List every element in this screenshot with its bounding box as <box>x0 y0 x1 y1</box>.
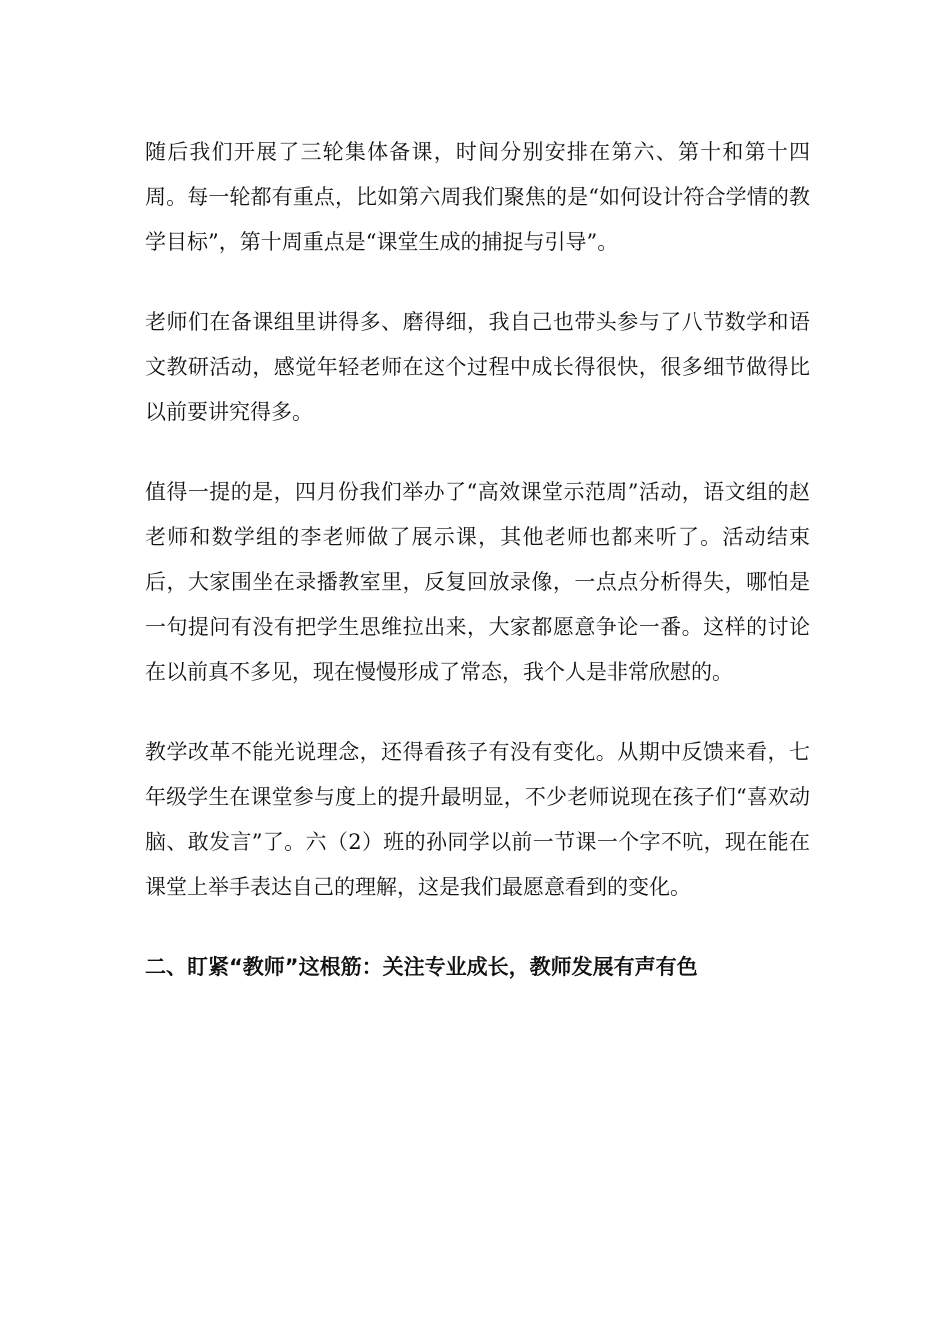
paragraph-demonstration-week: 值得一提的是，四月份我们举办了“高效课堂示范周”活动，语文组的赵老师和数学组的李老师做了展示课，其他老师也都来听了。活动结束后，大家围坐在录播教室里，反复回放录像，一点点分析得失，哪怕是一句提问有没有把学生思维拉出来，大家都愿意争论一番。这样的讨论在以前真不多见，现在慢慢形成了常态，我个人是非常欣慰的。 <box>145 480 810 684</box>
paragraph-collective-lesson-planning: 随后我们开展了三轮集体备课，时间分别安排在第六、第十和第十四周。每一轮都有重点，比如第六周我们聚焦的是“如何设计符合学情的教学目标”，第十周重点是“课堂生成的捕捉与引导”。 <box>145 140 810 254</box>
paragraph-student-changes: 教学改革不能光说理念，还得看孩子有没有变化。从期中反馈来看，七年级学生在课堂参与度上的提升最明显，不少老师说现在孩子们“喜欢动脑、敢发言”了。六（2）班的孙同学以前一节课一个字不吭，现在能在课堂上举手表达自己的理解，这是我们最愿意看到的变化。 <box>145 740 810 899</box>
section-heading: 二、盯紧“教师”这根筋：关注专业成长，教师发展有声有色 <box>145 955 698 979</box>
paragraph-teacher-participation: 老师们在备课组里讲得多、磨得细，我自己也带头参与了八节数学和语文教研活动，感觉年轻老师在这个过程中成长得很快，很多细节做得比以前要讲究得多。 <box>145 310 810 424</box>
document-body <box>145 130 810 990</box>
